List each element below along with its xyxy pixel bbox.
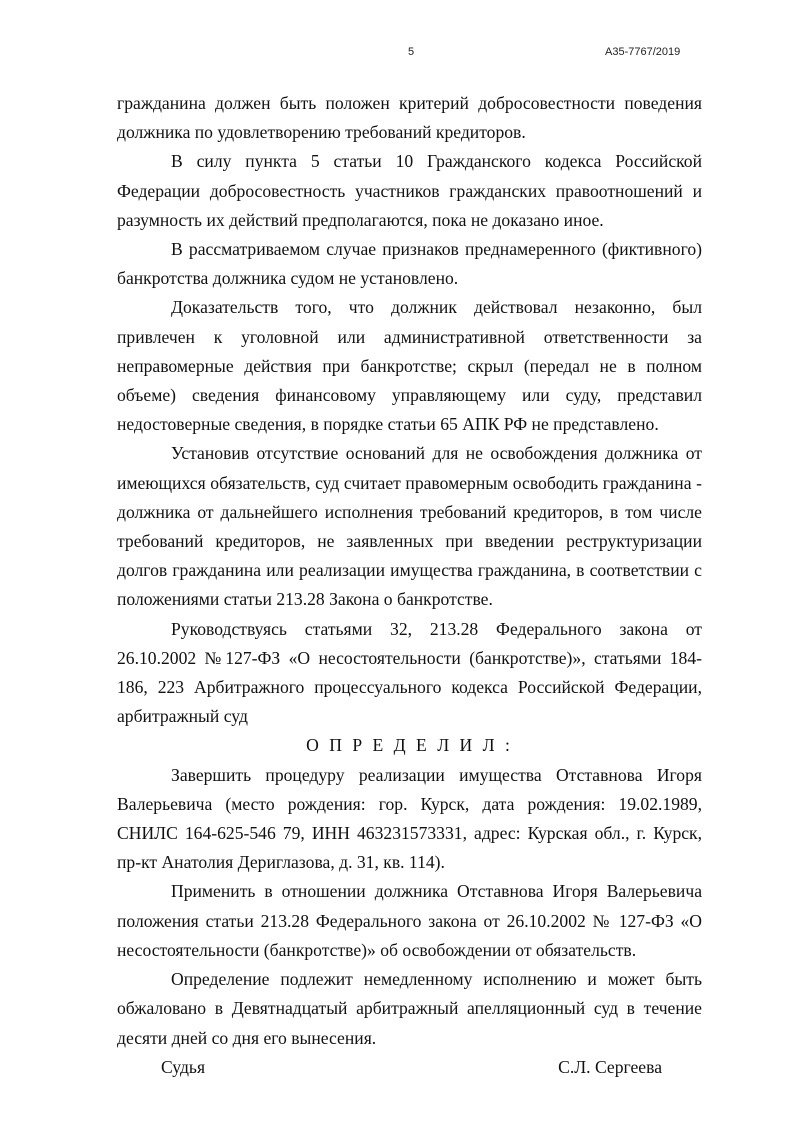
- page-header: [0, 46, 800, 62]
- page-number: 5: [408, 46, 415, 58]
- judge-title: Судья: [161, 1056, 206, 1077]
- paragraph-continuation: гражданина должен быть положен критерий добросовестности поведения должника по удовлетворению требований кредиторов.: [117, 93, 702, 143]
- judge-name: С.Л. Сергеева: [558, 1056, 662, 1077]
- decision-appeal-notice: Определение подлежит немедленному исполнению и может быть обжаловано в Девятнадцатый арбитражный апелляционный суд в течение десяти дней со дня его вынесения.: [117, 969, 702, 1048]
- signature-block: [117, 1053, 702, 1082]
- decision-apply-release: Применить в отношении должника Отставнова Игоря Валерьевича положения статьи 213.28 Федерального закона от 26.10.2002 № 127-ФЗ «О несостоятельности (банкротстве)» об освобождении от обязательств.: [117, 881, 702, 960]
- paragraph-legal-basis: Руководствуясь статьями 32, 213.28 Федерального закона от 26.10.2002 №127-ФЗ «О несостоятельности (банкротстве)», статьями 184-186, 223 Арбитражного процессуального кодекса Российской Федерации, арбитражный суд: [117, 618, 702, 727]
- paragraph-no-fictitious-bankruptcy: В рассматриваемом случае признаков преднамеренного (фиктивного) банкротства должника судом не установлено.: [117, 239, 702, 289]
- decision-heading: О П Р Е Д Е Л И Л :: [306, 735, 513, 756]
- paragraph-no-evidence: Доказательств того, что должник действовал незаконно, был привлечен к уголовной или административной ответственности за неправомерные действия при банкротстве; скрыл (передал не в полном объеме) сведения финансовому управляющему или суду, представил недостоверные сведения, в порядке статьи 65 АПК РФ не представлено.: [117, 297, 702, 435]
- paragraph-good-faith: В силу пункта 5 статьи 10 Гражданского кодекса Российской Федерации добросовестность участников гражданских правоотношений и разумность их действий предполагаются, пока не доказано иное.: [117, 151, 702, 230]
- paragraph-release-debtor: Установив отсутствие оснований для не освобождения должника от имеющихся обязательств, суд считает правомерным освободить гражданина - должника от дальнейшего исполнения требований кредиторов, в том числе требований кредиторов, не заявленных при введении реструктуризации долгов гражданина или реализации имущества гражданина, в соответствии с положениями статьи 213.28 Закона о банкротстве.: [117, 443, 702, 610]
- case-number: А35-7767/2019: [605, 46, 681, 58]
- document-body: [117, 89, 702, 1082]
- decision-complete-procedure: Завершить процедуру реализации имущества Отставнова Игоря Валерьевича (место рождения: гор. Курск, дата рождения: 19.02.1989, СНИЛС 164-625-546 79, ИНН 463231573331, адрес: Курская обл., г. Курск, пр-кт Анатолия Дериглазова, д. 31, кв. 114).: [117, 764, 702, 873]
